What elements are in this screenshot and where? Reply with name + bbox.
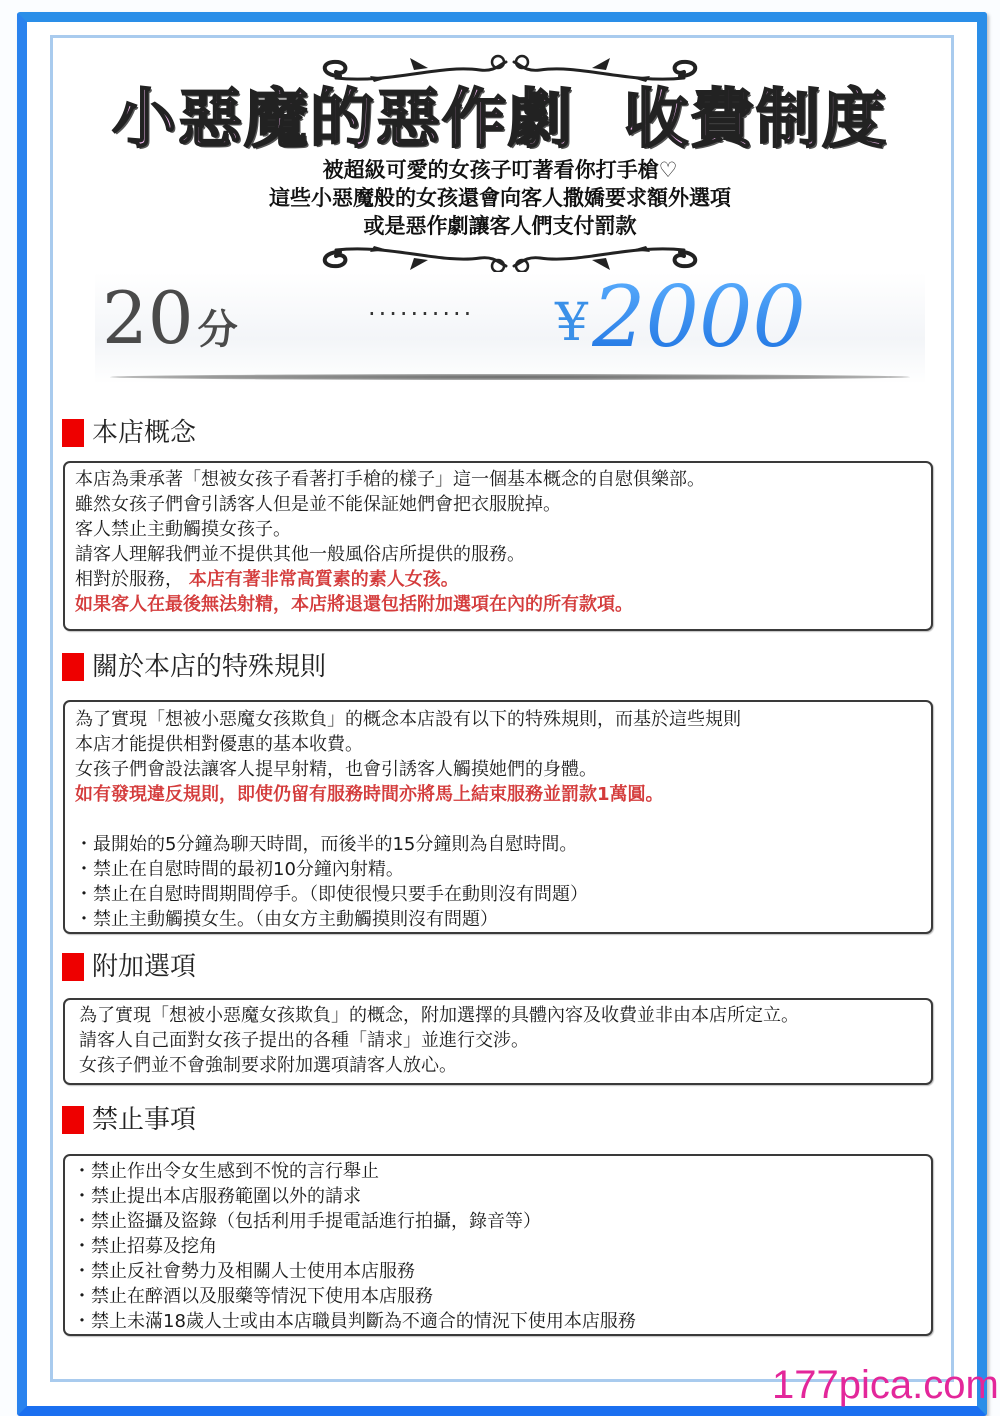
concept-line: 相對於服務， 本店有著非常高質素的素人女孩。 [75, 569, 459, 590]
leader-dots: ·········· [368, 300, 475, 328]
section-heading-special-rules: 關於本店的特殊規則 [62, 652, 326, 682]
concept-box [63, 461, 933, 631]
prohibition-bullet: ・禁止在醉酒以及服藥等情況下使用本店服務 [73, 1286, 433, 1307]
special-rules-box [63, 700, 933, 934]
rules-line: 本店才能提供相對優惠的基本收費。 [75, 734, 363, 755]
concept-line: 客人禁止主動觸摸女孩子。 [75, 519, 291, 540]
rule-bullet: ・禁止主動觸摸女生。（由女方主動觸摸則沒有問題） [75, 909, 498, 930]
price-underline-divider [110, 374, 910, 380]
rules-line: 為了實現「想被小惡魔女孩欺負」的概念本店設有以下的特殊規則，而基於這些規則 [75, 709, 741, 730]
prohibition-bullet: ・禁止招募及挖角 [73, 1236, 217, 1257]
prohibition-bullet: ・禁止反社會勢力及相關人士使用本店服務 [73, 1261, 415, 1282]
rules-line-emphasis: 如有發現違反規則，即使仍留有服務時間亦將馬上結束服務並罰款1萬圓。 [75, 784, 664, 805]
section-heading-options: 附加選項 [62, 952, 196, 982]
rule-bullet: ・禁止在自慰時間期間停手。（即使很慢只要手在動則沒有問題） [75, 884, 588, 905]
subtitle-line: 被超級可愛的女孩子叮著看你打手槍♡ [322, 158, 678, 182]
options-box [63, 998, 933, 1085]
concept-line: 雖然女孩子們會引誘客人但是並不能保証她們會把衣服脫掉。 [75, 494, 561, 515]
duration-label: 20 分 [102, 276, 238, 360]
concept-line-emphasis: 如果客人在最後無法射精，本店將退還包括附加選項在內的所有款項。 [75, 594, 633, 615]
rules-line: 女孩子們會設法讓客人提早射精，也會引誘客人觸摸她們的身體。 [75, 759, 597, 780]
prohibitions-box [63, 1154, 933, 1336]
prohibition-bullet: ・禁止盜攝及盜錄（包括利用手提電話進行拍攝，錄音等） [73, 1211, 541, 1232]
prohibition-bullet: ・禁止提出本店服務範圍以外的請求 [73, 1186, 361, 1207]
subtitle-line: 或是惡作劇讓客人們支付罰款 [363, 214, 637, 238]
red-square-marker-icon [62, 419, 84, 447]
rule-bullet: ・禁止在自慰時間的最初10分鐘內射精。 [75, 859, 404, 880]
rule-bullet: ・最開始的5分鐘為聊天時間，而後半的15分鐘則為自慰時間。 [75, 834, 578, 855]
options-line: 為了實現「想被小惡魔女孩欺負」的概念，附加選擇的具體內容及收費並非由本店所定立。 [79, 1005, 799, 1026]
section-heading-prohibitions: 禁止事項 [62, 1105, 196, 1135]
options-line: 女孩子們並不會強制要求附加選項請客人放心。 [79, 1055, 457, 1076]
red-square-marker-icon [62, 653, 84, 681]
price-label: ¥2000 [555, 268, 806, 366]
section-heading-concept: 本店概念 [62, 418, 196, 448]
prohibition-bullet: ・禁上未滿18歲人士或由本店職員判斷為不適合的情況下使用本店服務 [73, 1311, 636, 1332]
watermark: 177pica.com [772, 1363, 999, 1407]
red-square-marker-icon [62, 953, 84, 981]
concept-line: 請客人理解我們並不提供其他一般風俗店所提供的服務。 [75, 544, 525, 565]
options-line: 請客人自己面對女孩子提出的各種「請求」並進行交涉。 [79, 1030, 529, 1051]
page-title: 小惡魔的惡作劇 收費制度 [112, 83, 888, 157]
prohibition-bullet: ・禁止作出令女生感到不悅的言行舉止 [73, 1161, 379, 1182]
red-square-marker-icon [62, 1106, 84, 1134]
concept-line: 本店為秉承著「想被女孩子看著打手槍的樣子」這一個基本概念的自慰俱樂部。 [75, 469, 705, 490]
subtitle [60, 156, 940, 240]
subtitle-line: 這些小惡魔般的女孩還會向客人撒嬌要求額外選項 [269, 186, 731, 210]
